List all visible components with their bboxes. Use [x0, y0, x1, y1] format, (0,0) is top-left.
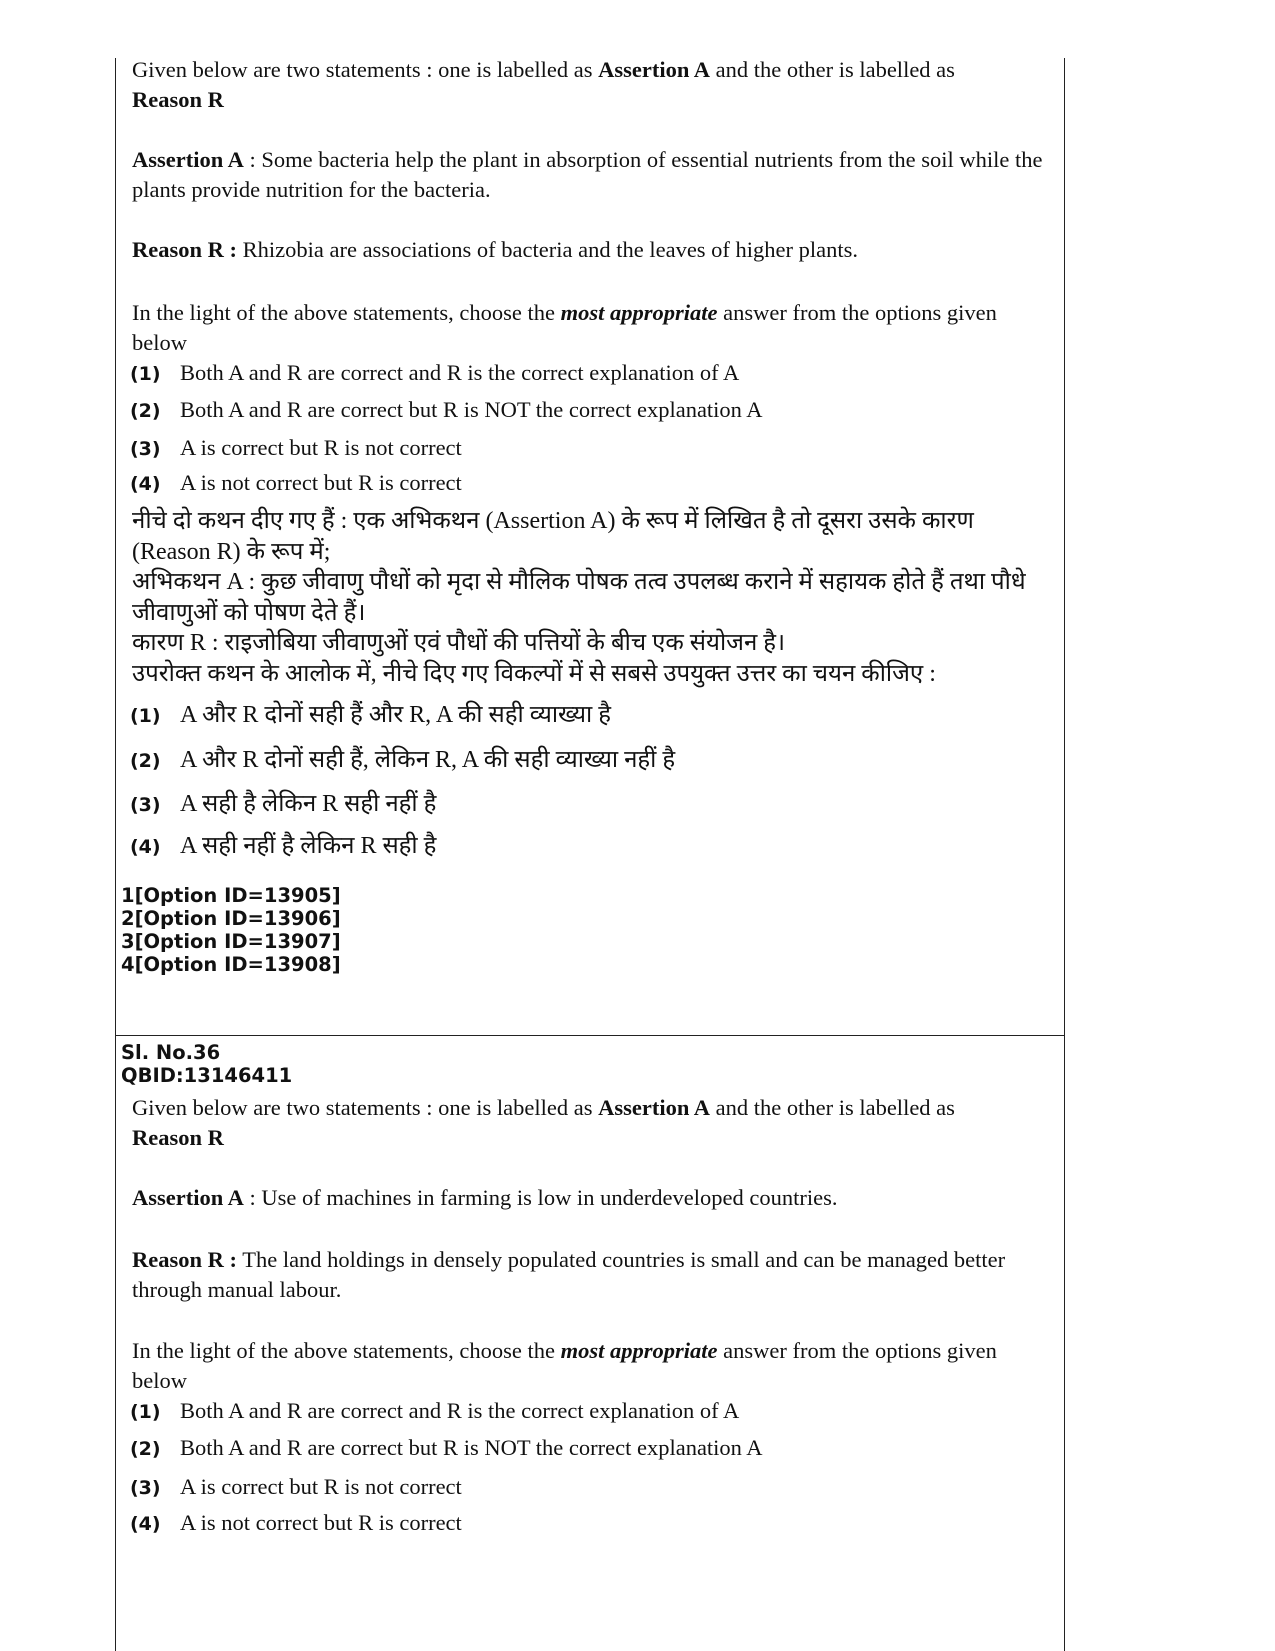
option-number: (3) [130, 794, 161, 816]
option-number: (2) [130, 750, 161, 772]
q35-hindi-intro: नीचे दो कथन दीए गए हैं : एक अभिकथन (Assertion A) के रूप में लिखित है तो दूसरा उसके कारण (Reason R) के रूप में; [132, 508, 974, 565]
q35-option-hi-4[interactable] [130, 831, 1030, 862]
question-bank-id: QBID:13146411 [121, 1064, 293, 1087]
q36-prompt-emphasis: most appropriate [560, 1338, 718, 1363]
option-number: (3) [130, 1477, 161, 1499]
q35-reason-label: Reason R : [132, 237, 237, 262]
q35-option-en-1[interactable] [130, 358, 1030, 389]
option-id: 4[Option ID=13908] [121, 953, 341, 976]
option-id: 3[Option ID=13907] [121, 930, 341, 953]
q36-intro-mid: and the other is labelled as [710, 1095, 955, 1120]
option-number: (1) [130, 363, 161, 385]
option-number: (1) [130, 705, 161, 727]
option-text: A is correct but R is not correct [180, 435, 462, 460]
q35-prompt-pre: In the light of the above statements, choose the [132, 300, 561, 325]
question-divider [115, 1035, 1065, 1036]
option-text: Both A and R are correct and R is the correct explanation of A [180, 1398, 740, 1423]
option-text: A is not correct but R is correct [180, 1510, 462, 1535]
option-number: (3) [130, 438, 161, 460]
option-text: A is not correct but R is correct [180, 470, 462, 495]
option-text: A सही नहीं है लेकिन R सही है [180, 833, 437, 859]
option-number: (4) [130, 836, 161, 858]
option-text: A और R दोनों सही हैं, लेकिन R, A की सही व्याख्या नहीं है [180, 747, 676, 773]
q36-prompt-post: answer from the options given below [132, 1338, 997, 1393]
q36-option-en-3[interactable] [130, 1472, 1030, 1503]
option-id: 2[Option ID=13906] [121, 907, 341, 930]
q36-assertion [132, 1183, 1047, 1213]
q35-hindi-assertion: अभिकथन A : कुछ जीवाणु पौधों को मृदा से मौलिक पोषक तत्व उपलब्ध कराने में सहायक होते हैं तथा पौधे जीवाणुओं को पोषण देते हैं। [132, 569, 1026, 626]
option-id: 1[Option ID=13905] [121, 884, 341, 907]
serial-number: Sl. No.36 [121, 1041, 221, 1064]
option-text: Both A and R are correct but R is NOT the correct explanation A [180, 397, 763, 422]
q36-option-en-4[interactable] [130, 1508, 1030, 1539]
option-text: Both A and R are correct but R is NOT the correct explanation A [180, 1435, 763, 1460]
q35-prompt [132, 298, 1047, 358]
q35-option-hi-1[interactable] [130, 700, 1030, 731]
q36-intro [132, 1093, 1047, 1153]
q35-prompt-emphasis: most appropriate [560, 300, 718, 325]
q35-option-ids [121, 884, 341, 976]
q35-option-en-2[interactable] [130, 395, 1030, 426]
q35-option-hi-3[interactable] [130, 789, 1030, 820]
q35-hindi-prompt: उपरोक्त कथन के आलोक में, नीचे दिए गए विकल्पों में से सबसे उपयुक्त उत्तर का चयन कीजिए : [132, 661, 936, 687]
q35-assertion [132, 145, 1047, 205]
q36-prompt-pre: In the light of the above statements, choose the [132, 1338, 561, 1363]
q35-intro [132, 55, 1047, 115]
option-number: (2) [130, 1438, 161, 1460]
q35-intro-reason: Reason R [132, 87, 224, 112]
q36-option-en-1[interactable] [130, 1396, 1030, 1427]
option-number: (2) [130, 400, 161, 422]
option-text: A सही है लेकिन R सही नहीं है [180, 791, 437, 817]
q35-option-en-3[interactable] [130, 433, 1030, 464]
q35-assertion-label: Assertion A [132, 147, 244, 172]
option-text: A is correct but R is not correct [180, 1474, 462, 1499]
q35-hindi-reason: कारण R : राइजोबिया जीवाणुओं एवं पौधों की पत्तियों के बीच एक संयोजन है। [132, 630, 786, 656]
q36-header [121, 1041, 292, 1087]
q36-assertion-label: Assertion A [132, 1185, 244, 1210]
q36-intro-reason: Reason R [132, 1125, 224, 1150]
q36-reason-label: Reason R : [132, 1247, 237, 1272]
option-text: Both A and R are correct and R is the correct explanation of A [180, 360, 740, 385]
option-number: (4) [130, 473, 161, 495]
q36-intro-assertion: Assertion A [598, 1095, 710, 1120]
q35-option-hi-2[interactable] [130, 745, 1030, 776]
q36-reason [132, 1245, 1047, 1305]
q36-reason-text: The land holdings in densely populated countries is small and can be managed better through manual labour. [132, 1247, 1006, 1302]
q35-reason-text: Rhizobia are associations of bacteria and the leaves of higher plants. [237, 237, 859, 262]
q35-intro-pre: Given below are two statements : one is labelled as [132, 57, 599, 82]
q36-option-en-2[interactable] [130, 1433, 1030, 1464]
q35-reason [132, 235, 1047, 265]
option-number: (1) [130, 1401, 161, 1423]
option-number: (4) [130, 1513, 161, 1535]
q36-intro-pre: Given below are two statements : one is labelled as [132, 1095, 599, 1120]
q35-option-en-4[interactable] [130, 468, 1030, 499]
q35-intro-mid: and the other is labelled as [710, 57, 955, 82]
q36-prompt [132, 1336, 1047, 1396]
q36-assertion-text: : Use of machines in farming is low in underdeveloped countries. [243, 1185, 838, 1210]
q35-prompt-post: answer from the options given below [132, 300, 997, 355]
q35-assertion-text: : Some bacteria help the plant in absorption of essential nutrients from the soil while the plants provide nutrition for the bacteria. [132, 147, 1043, 202]
option-text: A और R दोनों सही हैं और R, A की सही व्याख्या है [180, 702, 611, 728]
q35-intro-assertion: Assertion A [598, 57, 710, 82]
